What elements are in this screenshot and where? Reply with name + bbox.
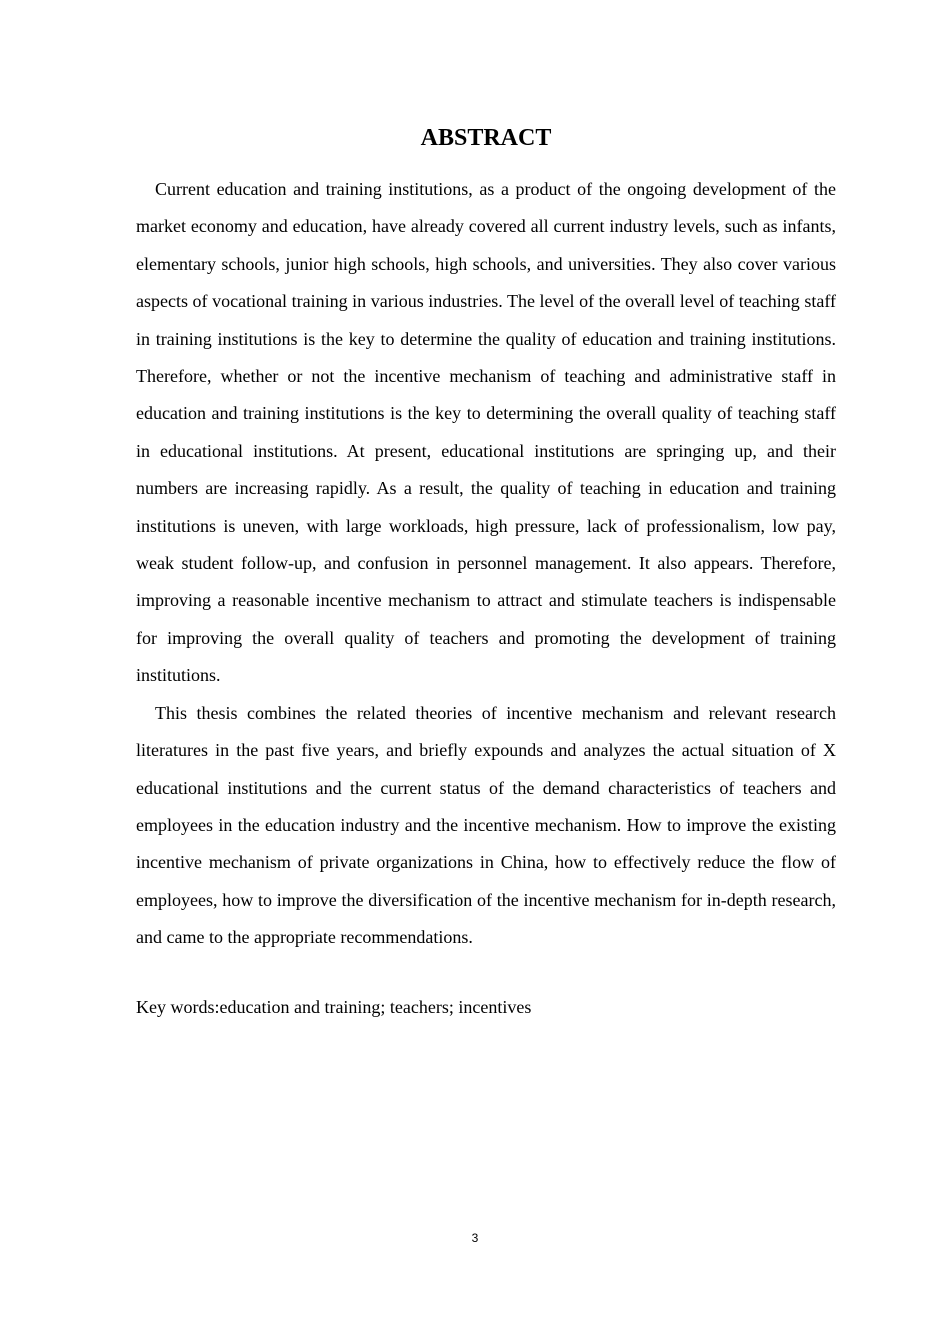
abstract-title: ABSTRACT [420,125,552,151]
keywords-line: Key words:education and training; teachers; incentives [136,997,532,1017]
page-number: 3 [471,1231,479,1245]
abstract-body [136,171,836,957]
abstract-paragraph-1: Current education and training institutions, as a product of the ongoing development of the market economy and education, have already covered all current industry levels, such as infants, elementary schools, junior high schools, high schools, and universities. They also cover various aspects of vocational training in various industries. The level of the overall level of teaching staff in training institutions is the key to determine the quality of education and training institutions. Therefore, whether or not the incentive mechanism of teaching and administrative staff in education and training institutions is the key to determining the overall quality of teaching staff in educational institutions. At present, educational institutions are springing up, and their numbers are increasing rapidly. As a result, the quality of teaching in education and training institutions is uneven, with large workloads, high pressure, lack of professionalism, low pay, weak student follow-up, and confusion in personnel management. It also appears. Therefore, improving a reasonable incentive mechanism to attract and stimulate teachers is indispensable for improving the overall quality of teachers and promoting the development of training institutions. [136,179,836,686]
abstract-paragraph-2: This thesis combines the related theories of incentive mechanism and relevant research literatures in the past five years, and briefly expounds and analyzes the actual situation of X educational institutions and the current status of the demand characteristics of teachers and employees in the education industry and the incentive mechanism. How to improve the existing incentive mechanism of private organizations in China, how to effectively reduce the flow of employees, how to improve the diversification of the incentive mechanism for in-depth research, and came to the appropriate recommendations. [136,702,836,948]
